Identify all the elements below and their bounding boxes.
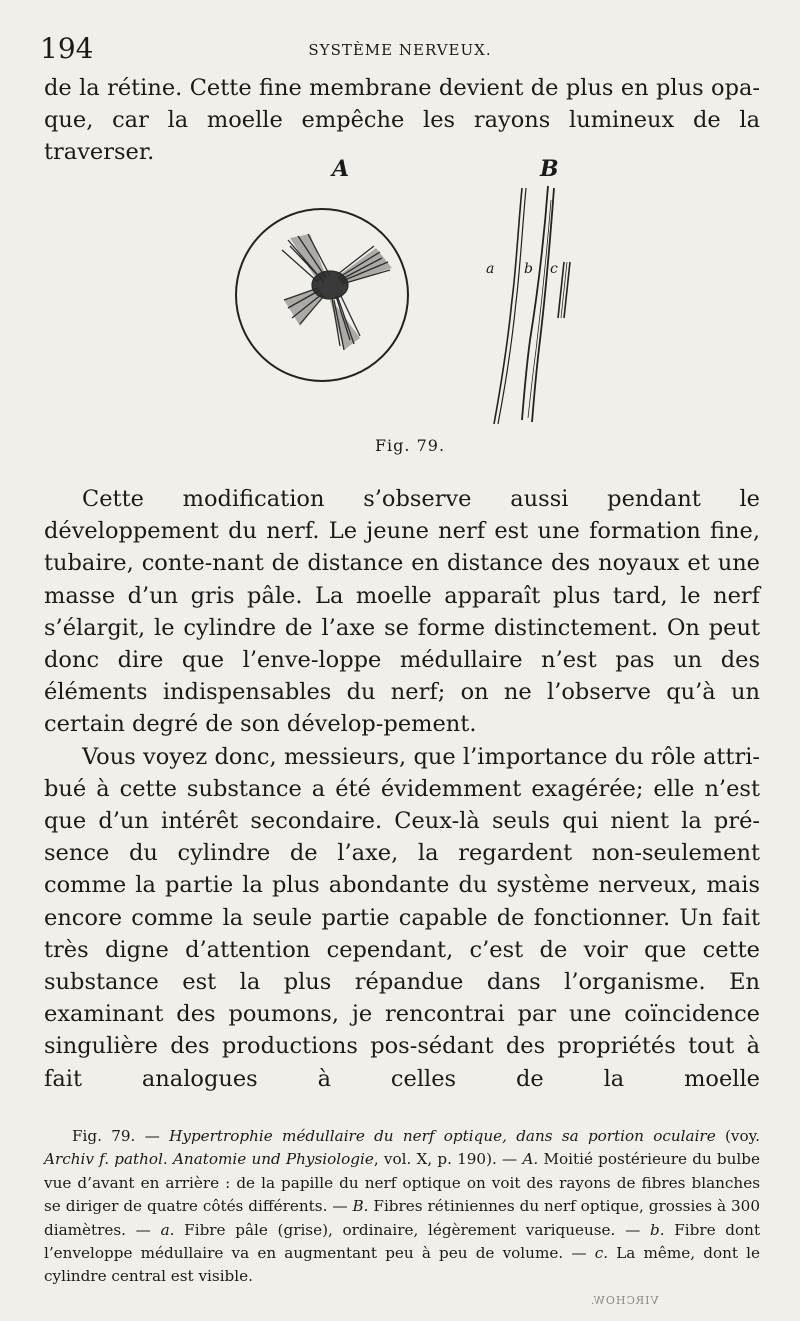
text-line: que, car la moelle empêche les rayons lumineux de la traverser.: [44, 107, 760, 166]
bleed-through-mark: VIRCHOW.: [590, 1294, 659, 1307]
figure-title: Fig. 79.: [374, 436, 446, 455]
caption-fiber-b-label: b.: [649, 1220, 665, 1239]
caption-part-a-text: Moitié postérieure du bulbe vue d’avant en arrière : de la papille du nerf optique on voit des rayons de fibres blanches se diriger de quatre côtés différents. —: [44, 1150, 760, 1216]
caption-title: — Hypertrophie médullaire du nerf optique, dans sa portion oculaire: [144, 1127, 716, 1145]
caption-fiber-c-label: c.: [594, 1244, 609, 1263]
caption-label: Fig. 79.: [72, 1127, 136, 1145]
figure-caption: [44, 1125, 760, 1289]
caption-fiber-a-label: a.: [160, 1220, 175, 1239]
main-text: [44, 483, 760, 1095]
page-header: [40, 34, 760, 64]
running-title: SYSTÈME NERVEUX.: [308, 41, 492, 59]
page-number: 194: [40, 32, 94, 65]
figure-79: [230, 150, 590, 466]
caption-fiber-c-text: La même, dont le cylindre central est visible.: [44, 1244, 761, 1286]
paragraph: Vous voyez donc, messieurs, que l’importance du rôle attri-bué à cette substance a été évidemment exagérée; elle n’est que d’un intérêt secondaire. Ceux-là seuls qui nient la pré-sence du cylindre de l’axe, la regardent non-seulement comme la partie la plus abondante du système nerveux, mais encore comme la seule partie capable de fonctionner. Un fait très digne d’attention cependant, c’est de voir que cette substance est la plus répandue dans l’organisme. En examinant des poumons, je rencontrai par une coïncidence singulière des productions pos-sédant des propriétés tout à fait analogues à celles de la moelle: [44, 743, 760, 1092]
figure-79-illustration: [230, 150, 590, 466]
panel-b-label: B: [540, 156, 559, 182]
caption-fiber-b-text: Fibre dont l’enveloppe médullaire va en augmentant peu à peu de volume. —: [44, 1220, 761, 1263]
caption-ref-suffix: , vol. X, p. 190). —: [373, 1150, 518, 1169]
caption-part-a-label: A.: [522, 1150, 539, 1169]
panel-b-drawing: [494, 186, 570, 424]
caption-part-b-text: Fibres rétiniennes du nerf optique, grossies à 300 diamètres. —: [44, 1197, 760, 1239]
fiber-b-label: b: [524, 261, 533, 277]
caption-fiber-a-text: Fibre pâle (grise), ordinaire, légèrement variqueuse. —: [184, 1220, 641, 1239]
caption-ref-prefix: (voy.: [724, 1127, 761, 1145]
panel-a-drawing: [236, 209, 408, 381]
fiber-c-label: c: [550, 261, 558, 277]
caption-journal: Archiv f. pathol. Anatomie und Physiologie: [44, 1150, 374, 1169]
fiber-a-label: a: [486, 261, 495, 277]
text-line: de la rétine. Cette fine membrane devient de plus en plus opa-: [44, 75, 760, 101]
paragraph: Cette modification s’observe aussi pendant le développement du nerf. Le jeune nerf est une formation fine, tubaire, conte-nant de distance en distance des noyaux et une masse d’un gris pâle. La moelle apparaît plus tard, le nerf s’élargit, le cylindre de l’axe se forme distinctement. On peut donc dire que l’enve-loppe médullaire n’est pas un des éléments indispensables du nerf; on ne l’observe qu’à un certain degré de son dévelop-pement.: [44, 486, 760, 738]
caption-part-b-label: B.: [352, 1197, 369, 1216]
caption-text: [44, 1125, 760, 1289]
panel-a-label: A: [332, 156, 350, 182]
